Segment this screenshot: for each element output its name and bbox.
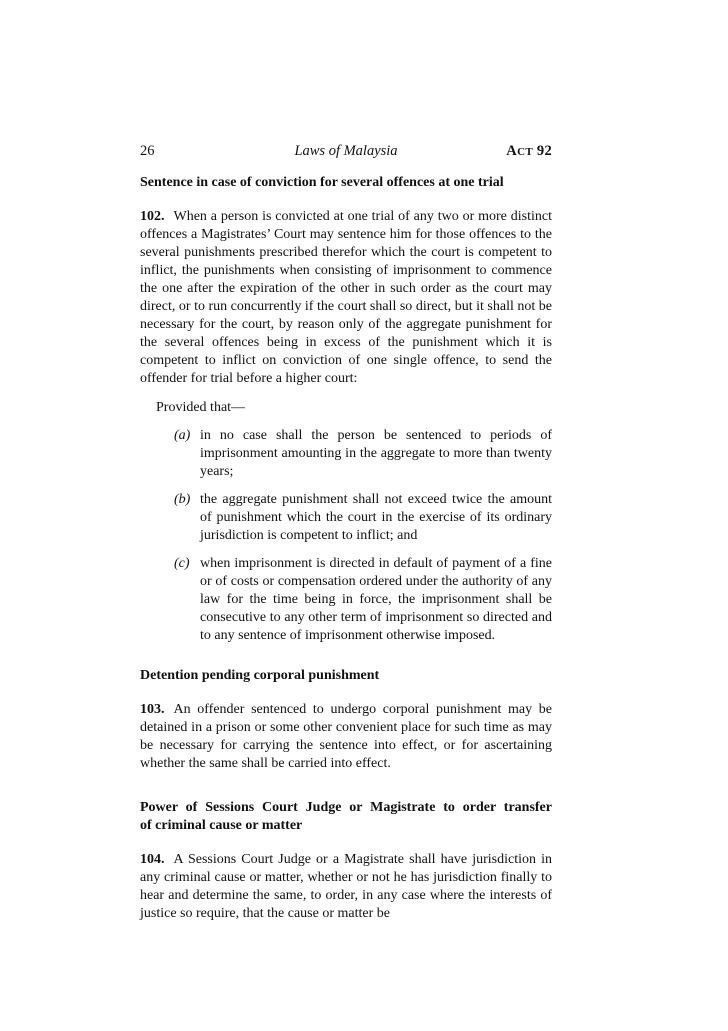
act-smallcaps: CT bbox=[517, 146, 533, 158]
section-103-heading: Detention pending corporal punishment bbox=[140, 668, 380, 683]
proviso: Provided that— bbox=[156, 400, 246, 415]
section-103-text bbox=[140, 701, 552, 773]
section-102-heading: Sentence in case of conviction for several offences at one trial bbox=[140, 175, 504, 190]
item-label: (a) bbox=[174, 428, 191, 443]
section-104-body: A Sessions Court Judge or a Magistrate shall have jurisdiction in any criminal cause or matter, whether or not he has jurisdiction finally to hear and determine the same, to order, in any case where the interests of justice so require, that the cause or matter be bbox=[140, 852, 552, 921]
proviso-item-a bbox=[140, 427, 552, 481]
page-number: 26 bbox=[140, 143, 155, 159]
item-label: (b) bbox=[174, 492, 191, 507]
section-103-number: 103. bbox=[140, 702, 165, 717]
act-number bbox=[506, 140, 552, 163]
section-104-heading-line1: Power of Sessions Court Judge or Magistrate to order transfer bbox=[140, 800, 552, 815]
section-103-body: An offender sentenced to undergo corporal punishment may be detained in a prison or some other convenient place for such time as may be necessary for carrying the sentence into effect, or for ascertaining whether the same shall be carried into effect. bbox=[140, 702, 552, 771]
proviso-item-b bbox=[140, 491, 552, 545]
proviso-item-c bbox=[140, 555, 552, 645]
running-title: Laws of Malaysia bbox=[294, 143, 398, 159]
running-head bbox=[140, 140, 552, 162]
item-text: in no case shall the person be sentenced to periods of imprisonment amounting in the aggregate to more than twenty years; bbox=[200, 428, 552, 479]
act-prefix: A bbox=[506, 143, 518, 159]
section-104-heading-line2: of criminal cause or matter bbox=[140, 818, 303, 833]
section-104-text bbox=[140, 851, 552, 923]
item-text: the aggregate punishment shall not exceed twice the amount of punishment which the court in the exercise of its ordinary jurisdiction is competent to inflict; and bbox=[200, 492, 552, 543]
section-102-number: 102. bbox=[140, 209, 165, 224]
document-page bbox=[140, 140, 552, 923]
item-label: (c) bbox=[174, 556, 190, 571]
item-text: when imprisonment is directed in default of payment of a fine or of costs or compensation ordered under the authority of any law for the time being in force, the imprisonment shall be consecutive to any other term of imprisonment so directed and to any sentence of imprisonment otherwise imposed. bbox=[200, 556, 552, 643]
section-102-text bbox=[140, 208, 552, 388]
act-num: 92 bbox=[532, 143, 552, 159]
section-104-number: 104. bbox=[140, 852, 165, 867]
section-102-body: When a person is convicted at one trial of any two or more distinct offences a Magistrates’ Court may sentence him for those offences to the several punishments prescribed therefor which the court is competent to inflict, the punishments when consisting of imprisonment to commence the one after the expiration of the other in such order as the court may direct, or to run concurrently if the court shall so direct, but it shall not be necessary for the court, by reason only of the aggregate punishment for the several offences being in excess of the punishment which it is competent to inflict on conviction of one single offence, to send the offender for trial before a higher court: bbox=[140, 209, 552, 386]
